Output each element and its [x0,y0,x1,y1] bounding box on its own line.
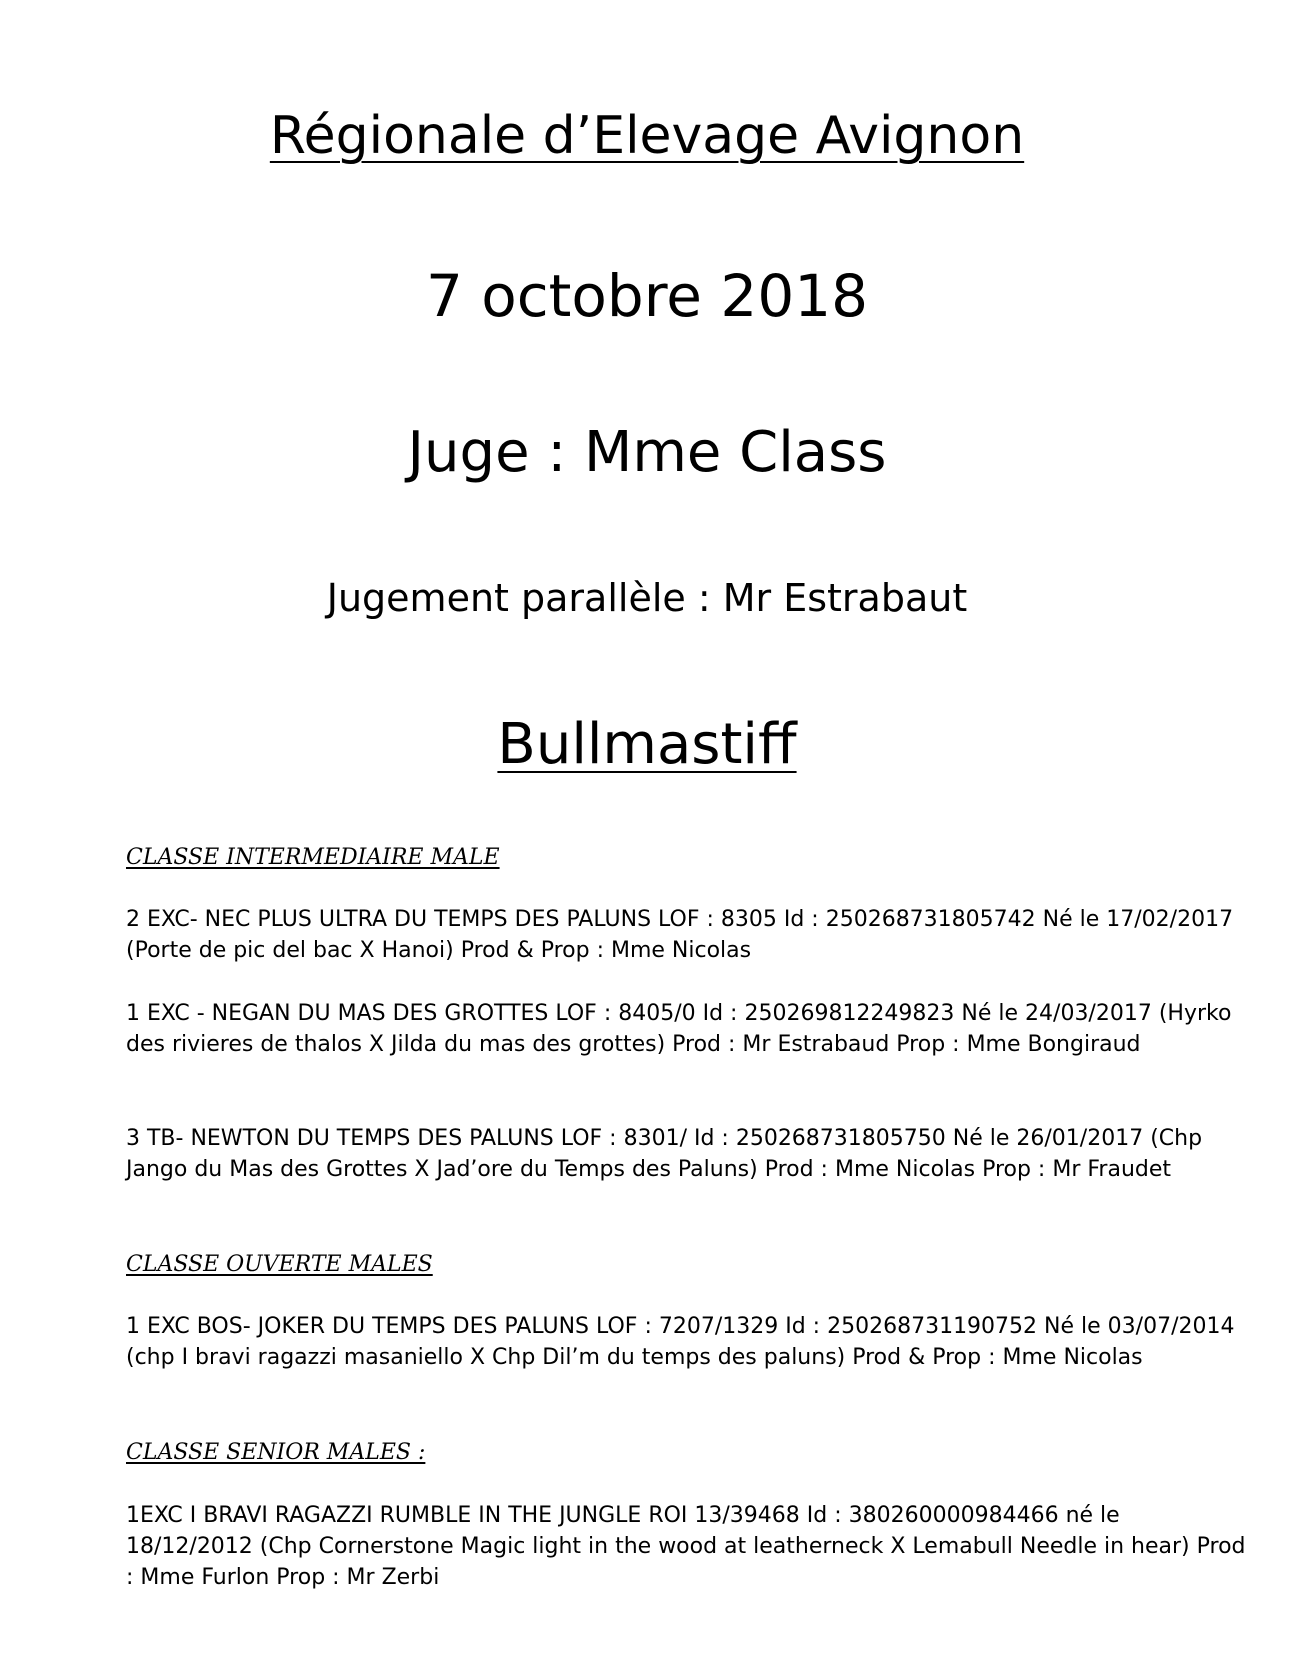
section-title-senior: CLASSE SENIOR MALES : [126,1440,426,1465]
parallel-judge-line: Jugement parallèle : Mr Estrabaut [326,576,968,620]
entry-intermediaire-3: 3 TB- NEWTON DU TEMPS DES PALUNS LOF : 8301/ Id : 250268731805750 Né le 26/01/2017 (Chp Jango du Mas des Grottes X Jad’ore du Temps des Paluns) Prod : Mme Nicolas Prop : Mr Fraudet [126,1126,1203,1182]
entry-ouverte-1: 1 EXC BOS- JOKER DU TEMPS DES PALUNS LOF : 7207/1329 Id : 250268731190752 Né le 03/07/2014 (chp I bravi ragazzi masaniello X Chp Dil’m du temps des paluns) Prod & Prop : Mme Nicolas [126,1314,1235,1370]
title-line [0,106,1294,166]
document-title: Régionale d’Elevage Avignon [269,106,1025,166]
section-title-ouverte: CLASSE OUVERTE MALES [126,1252,433,1277]
entry-intermediaire-2: 1 EXC - NEGAN DU MAS DES GROTTES LOF : 8405/0 Id : 250269812249823 Né le 24/03/2017 (Hyrko des rivieres de thalos X Jilda du mas des grottes) Prod : Mr Estrabaud Prop : Mme Bongiraud [126,1001,1232,1057]
breed-title: Bullmastiff [497,712,797,777]
section-title-intermediaire: CLASSE INTERMEDIAIRE MALE [126,845,500,870]
breed-line [0,712,1294,777]
entry-intermediaire-1: 2 EXC- NEC PLUS ULTRA DU TEMPS DES PALUNS LOF : 8305 Id : 250268731805742 Né le 17/02/2017 (Porte de pic del bac X Hanoi) Prod & Prop : Mme Nicolas [126,907,1234,963]
event-date: 7 octobre 2018 [425,262,869,330]
entry-senior-1: 1EXC I BRAVI RAGAZZI RUMBLE IN THE JUNGLE ROI 13/39468 Id : 380260000984466 né le 18/12/2012 (Chp Cornerstone Magic light in the wood at leatherneck X Lemabull Needle in hear) Prod : Mme Furlon Prop : Mr Zerbi [126,1503,1246,1590]
judge-line: Juge : Mme Class [407,420,887,485]
